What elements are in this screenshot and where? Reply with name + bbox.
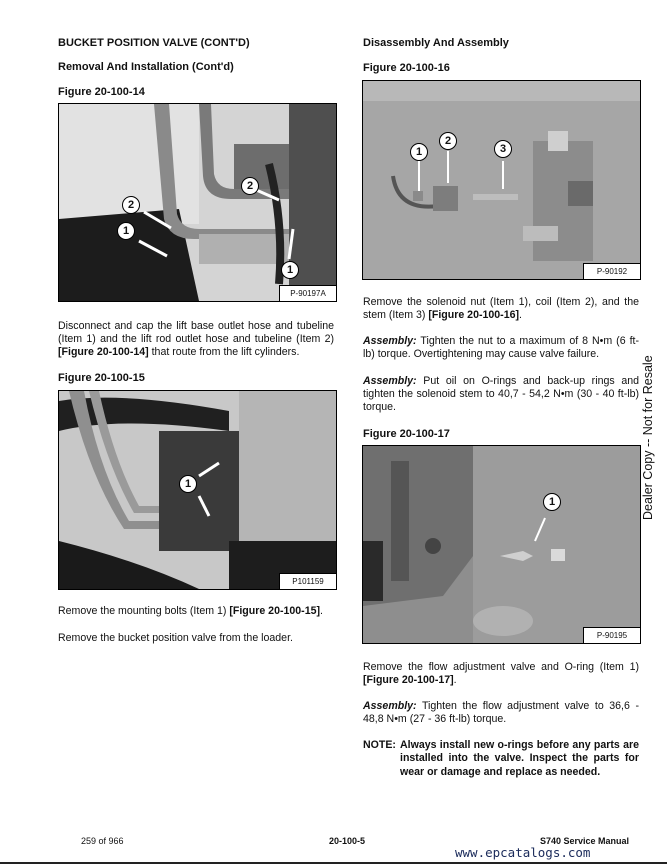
photo-code: P-90195 bbox=[583, 627, 640, 643]
figure-reference: [Figure 20-100-17] bbox=[363, 674, 454, 687]
site-watermark: www.epcatalogs.com bbox=[455, 845, 591, 860]
paragraph-text: Remove the solenoid nut (Item 1), coil (Item 2), and the stem (Item 3) bbox=[363, 296, 639, 322]
paragraph bbox=[58, 320, 334, 360]
paragraph-text: Tighten the nut to a maximum of 8 N•m (6 ft-lb) torque. Overtightening may cause valve failure. bbox=[363, 335, 639, 361]
assembly-note bbox=[363, 335, 639, 361]
section-title: BUCKET POSITION VALVE (CONT'D) bbox=[58, 37, 250, 49]
figure-20-100-16-photo bbox=[362, 80, 641, 280]
callout-1: 1 bbox=[179, 475, 197, 493]
figure-reference: [Figure 20-100-16] bbox=[428, 309, 520, 322]
manual-title: S740 Service Manual bbox=[540, 836, 630, 846]
paragraph-text: . bbox=[453, 674, 457, 687]
callout-1: 1 bbox=[410, 143, 428, 161]
paragraph-text: Remove the mounting bolts (Item 1) bbox=[58, 605, 230, 617]
flow-adjustment-valve-illustration bbox=[363, 446, 640, 643]
paragraph-text: Remove the flow adjustment valve and O-ring (Item 1) bbox=[363, 661, 639, 673]
assembly-label: Assembly: bbox=[363, 335, 417, 347]
figure-caption: Figure 20-100-16 bbox=[363, 62, 450, 74]
callout-2: 2 bbox=[439, 132, 457, 150]
paragraph-text: Tighten the flow adjustment valve to 36,6 - 48,8 N•m (27 - 36 ft-lb) torque. bbox=[363, 700, 639, 726]
note-text: Always install new o-rings before any parts are installed into the valve. Inspect the parts for wear or damage and replace as needed. bbox=[400, 739, 639, 778]
figure-caption: Figure 20-100-17 bbox=[363, 428, 450, 440]
callout-2: 2 bbox=[241, 177, 259, 195]
paragraph-text: . bbox=[519, 309, 522, 322]
paragraph bbox=[363, 661, 639, 687]
subsection-title: Removal And Installation (Cont'd) bbox=[58, 61, 234, 73]
callout-1: 1 bbox=[117, 222, 135, 240]
page-count: 259 of 966 bbox=[81, 836, 124, 846]
figure-reference: [Figure 20-100-15] bbox=[229, 605, 321, 617]
callout-1: 1 bbox=[543, 493, 561, 511]
photo-code: P-90192 bbox=[583, 263, 640, 279]
paragraph bbox=[363, 296, 639, 322]
note-label: NOTE: bbox=[363, 739, 396, 751]
figure-caption: Figure 20-100-15 bbox=[58, 372, 145, 384]
paragraph: Remove the bucket position valve from the loader. bbox=[58, 632, 293, 644]
paragraph-text: . bbox=[320, 605, 323, 617]
mounting-bolts-illustration bbox=[59, 391, 336, 589]
figure-20-100-14-photo bbox=[58, 103, 337, 302]
solenoid-parts-illustration bbox=[363, 81, 640, 279]
assembly-label: Assembly: bbox=[363, 700, 417, 712]
paragraph-text: Put oil on O-rings and back-up rings and tighten the solenoid stem to 40,7 - 54,2 N•m (30 - 40 ft-lb) torque. bbox=[363, 375, 639, 414]
subsection-title: Disassembly And Assembly bbox=[363, 37, 509, 49]
paragraph-text: that route from the lift cylinders. bbox=[148, 346, 300, 359]
photo-code: P-90197A bbox=[279, 285, 336, 301]
figure-20-100-17-photo bbox=[362, 445, 641, 644]
page-number: 20-100-5 bbox=[329, 836, 366, 846]
assembly-note bbox=[363, 375, 639, 415]
callout-1: 1 bbox=[281, 261, 299, 279]
callout-3: 3 bbox=[494, 140, 512, 158]
footer-divider bbox=[0, 862, 667, 864]
assembly-note bbox=[363, 700, 639, 726]
figure-reference: [Figure 20-100-14] bbox=[58, 346, 149, 359]
figure-20-100-15-photo bbox=[58, 390, 337, 590]
photo-code: P101159 bbox=[279, 573, 336, 589]
callout-2: 2 bbox=[122, 196, 140, 214]
assembly-label: Assembly: bbox=[363, 375, 417, 387]
paragraph bbox=[58, 605, 348, 618]
figure-caption: Figure 20-100-14 bbox=[58, 86, 145, 98]
paragraph-text: Disconnect and cap the lift base outlet hose and tubeline (Item 1) and the lift rod outlet hose and tubeline (Item 2) bbox=[58, 320, 334, 346]
dealer-copy-watermark: Dealer Copy -- Not for Resale bbox=[641, 355, 655, 520]
